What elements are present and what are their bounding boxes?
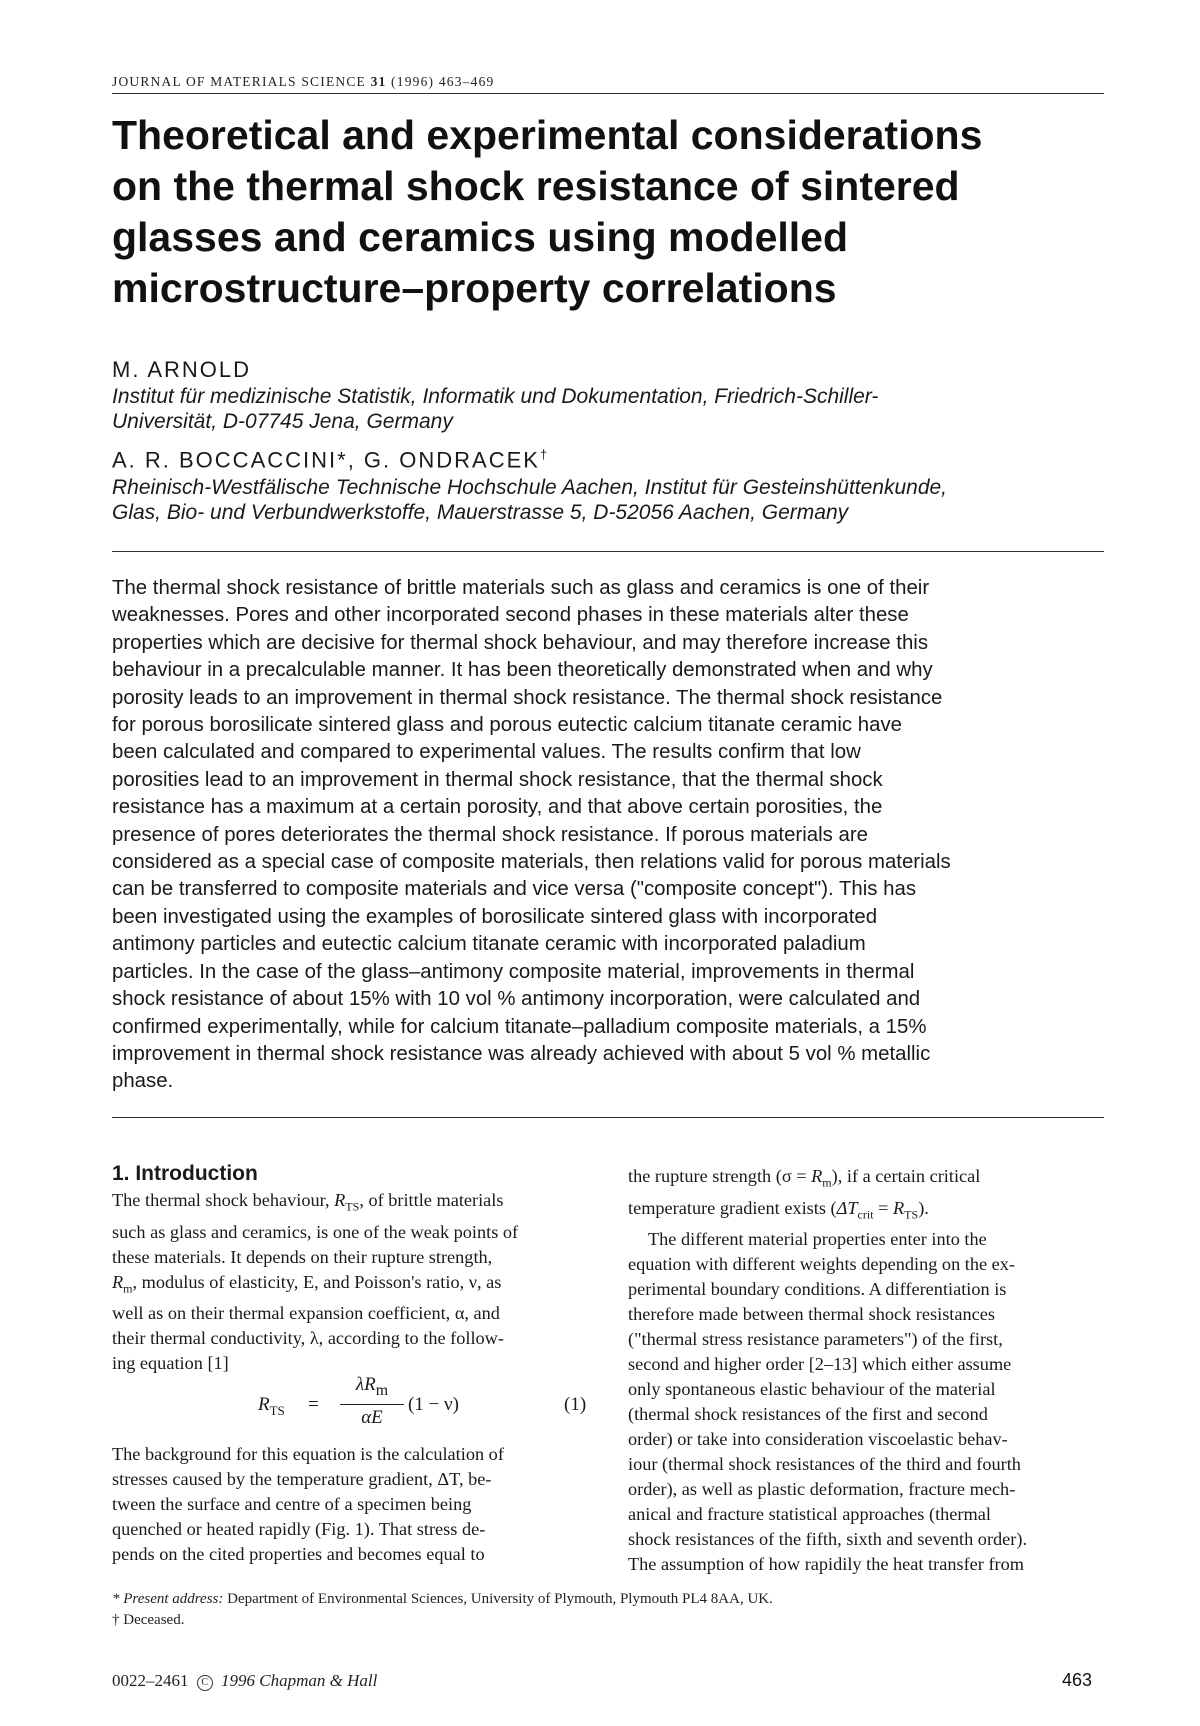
abstract-line: for porous borosilicate sintered glass and porous eutectic calcium titanate ceramic have [112, 714, 902, 737]
equation-lhs-symbol: R [258, 1394, 270, 1415]
footnote-present-address [112, 1589, 773, 1610]
body-line: second and higher order [2–13] which either assume [628, 1354, 1012, 1375]
intro-left-column-continued [112, 1442, 592, 1567]
body-line: order) or take into consideration viscoelastic behav- [628, 1429, 1008, 1450]
intro-left-column [112, 1160, 592, 1376]
equation-tail: (1 − ν) [408, 1394, 459, 1415]
copyright-icon: C [197, 1675, 213, 1691]
abstract-line: can be transferred to composite materials and vice versa ("composite concept"). This has [112, 878, 917, 901]
body-line: therefore made between thermal shock resistances [628, 1304, 995, 1325]
body-line: temperature gradient exists $(\Delta T_{crit} = R_{TS})$. [628, 1197, 929, 1222]
body-line: ("thermal stress resistance parameters") of the first, [628, 1329, 1003, 1350]
equation-1 [112, 1372, 592, 1434]
footnote-text: † Deceased. [112, 1612, 185, 1628]
affiliation-line: Institut für medizinische Statistik, Informatik und Dokumentation, Friedrich-Schiller- [112, 385, 879, 408]
abstract-line: been calculated and compared to experimental values. The results confirm that low [112, 741, 861, 764]
body-line: $R_m$, modulus of elasticity, E, and Poisson's ratio, ν, as [112, 1271, 502, 1296]
abstract-line: porosity leads to an improvement in thermal shock resistance. The thermal shock resistance [112, 686, 943, 709]
abstract-line: resistance has a maximum at a certain porosity, and that above certain porosities, the [112, 796, 883, 819]
affiliation-line: Rheinisch-Westfälische Technische Hochschule Aachen, Institut für Gesteinshüttenkunde, [112, 476, 948, 499]
author-1 [112, 357, 251, 383]
abstract-line: presence of pores deteriorates the thermal shock resistance. If porous materials are [112, 823, 868, 846]
deceased-mark: † [539, 447, 548, 462]
body-line: tween the surface and centre of a specimen being [112, 1494, 472, 1514]
issn: 0022–2461 [112, 1671, 189, 1690]
header-rule [112, 93, 1104, 94]
abstract-line: weaknesses. Pores and other incorporated second phases in these materials alter these [112, 604, 909, 627]
affiliation-line: Universität, D-07745 Jena, Germany [112, 410, 453, 433]
intro-right-column [628, 1164, 1108, 1577]
abstract-line: shock resistance of about 15% with 10 vol % antimony incorporation, were calculated and [112, 988, 921, 1011]
section-heading: 1. Introduction [112, 1162, 258, 1185]
abstract-line: properties which are decisive for thermal shock behaviour, and may therefore increase this [112, 631, 929, 654]
abstract-line: considered as a special case of composite materials, then relations valid for porous materials [112, 851, 951, 874]
body-line: these materials. It depends on their rupture strength, [112, 1246, 493, 1267]
journal-name: JOURNAL OF MATERIALS SCIENCE [112, 74, 371, 89]
affiliation-2 [112, 475, 1107, 525]
affiliation-line: Glas, Bio- und Verbundwerkstoffe, Mauerstrasse 5, D-52056 Aachen, Germany [112, 501, 849, 524]
body-line: stresses caused by the temperature gradient, ΔT, be- [112, 1469, 492, 1489]
abstract-line: been investigated using the examples of borosilicate sintered glass with incorporated [112, 905, 878, 928]
page-number: 463 [1062, 1670, 1093, 1690]
body-line: The thermal shock behaviour, $R_{TS}$, of brittle materials [112, 1190, 504, 1214]
body-line: shock resistances of the fifth, sixth and seventh order). [628, 1529, 1028, 1550]
body-line: equation with different weights depending on the ex- [628, 1254, 1016, 1275]
equation-number: (1) [564, 1394, 587, 1415]
numerator-subscript: m [375, 1381, 389, 1399]
body-line: perimental boundary conditions. A differentiation is [628, 1279, 1007, 1300]
abstract-bottom-rule [112, 1117, 1104, 1118]
abstract-top-rule [112, 551, 1104, 552]
body-line: well as on their thermal expansion coefficient, α, and [112, 1303, 500, 1324]
body-line: order), as well as plastic deformation, fracture mech- [628, 1479, 1016, 1500]
body-line: (thermal shock resistances of the first and second [628, 1404, 988, 1425]
equation-numerator [340, 1372, 404, 1405]
equation-denominator [340, 1405, 404, 1431]
author-name: A. R. BOCCACCINI*, G. ONDRACEK [112, 447, 540, 473]
author-2 [112, 447, 547, 473]
body-line: the rupture strength $(\sigma = R_m)$, if a certain critical [628, 1166, 981, 1190]
abstract-line: particles. In the case of the glass–antimony composite material, improvements in thermal [112, 960, 915, 983]
issn-copyright [112, 1671, 377, 1691]
body-line: pends on the cited properties and becomes equal to [112, 1544, 485, 1564]
body-line: anical and fracture statistical approaches (thermal [628, 1504, 991, 1525]
body-line: iour (thermal shock resistances of the third and fourth [628, 1454, 1021, 1475]
abstract-line: behaviour in a precalculable manner. It has been theoretically demonstrated when and why [112, 659, 933, 682]
abstract-line: antimony particles and eutectic calcium titanate ceramic with incorporated paladium [112, 933, 866, 956]
journal-volume: 31 [370, 74, 387, 89]
title-line: glasses and ceramics using modelled [112, 214, 849, 260]
body-line: ing equation [1] [112, 1353, 229, 1374]
body-line: The assumption of how rapidily the heat transfer from [628, 1554, 1024, 1575]
footnote-deceased [112, 1610, 184, 1631]
body-line: quenched or heated rapidly (Fig. 1). That stress de- [112, 1519, 486, 1539]
abstract-line: improvement in thermal shock resistance was already achieved with about 5 vol % metallic [112, 1042, 931, 1065]
journal-year-pages: (1996) 463–469 [386, 74, 495, 89]
equation-lhs [258, 1394, 285, 1419]
body-line: such as glass and ceramics, is one of the weak points of [112, 1221, 519, 1242]
abstract-line: The thermal shock resistance of brittle materials such as glass and ceramics is one of their [112, 577, 930, 599]
footnote-label: * Present address: [112, 1591, 224, 1607]
abstract-line: confirmed experimentally, while for calcium titanate–palladium composite materials, a 15% [112, 1015, 927, 1038]
body-line: only spontaneous elastic behaviour of the material [628, 1379, 996, 1400]
publisher: 1996 Chapman & Hall [221, 1671, 378, 1690]
title-line: Theoretical and experimental considerations [112, 112, 983, 158]
author-name: M. ARNOLD [112, 357, 252, 382]
numerator-symbols: λR [355, 1374, 376, 1395]
abstract-line: porosities lead to an improvement in thermal shock resistance, that the thermal shock [112, 768, 883, 791]
journal-header [112, 74, 494, 90]
abstract [112, 575, 1107, 1096]
footnote-text: Department of Environmental Sciences, University of Plymouth, Plymouth PL4 8AA, UK. [223, 1591, 773, 1607]
body-line: The background for this equation is the calculation of [112, 1444, 504, 1464]
title-line: microstructure–property correlations [112, 265, 837, 311]
denominator-symbols: αE [361, 1406, 383, 1428]
title-line: on the thermal shock resistance of sintered [112, 163, 960, 209]
affiliation-1 [112, 384, 1107, 434]
equation-equals: = [308, 1394, 319, 1415]
equation-fraction [340, 1372, 404, 1431]
abstract-line: phase. [112, 1070, 174, 1093]
body-line: The different material properties enter into the [648, 1229, 987, 1250]
body-line: their thermal conductivity, λ, according to the follow- [112, 1328, 504, 1349]
equation-lhs-subscript: TS [269, 1402, 285, 1418]
paper-title [112, 110, 1072, 314]
